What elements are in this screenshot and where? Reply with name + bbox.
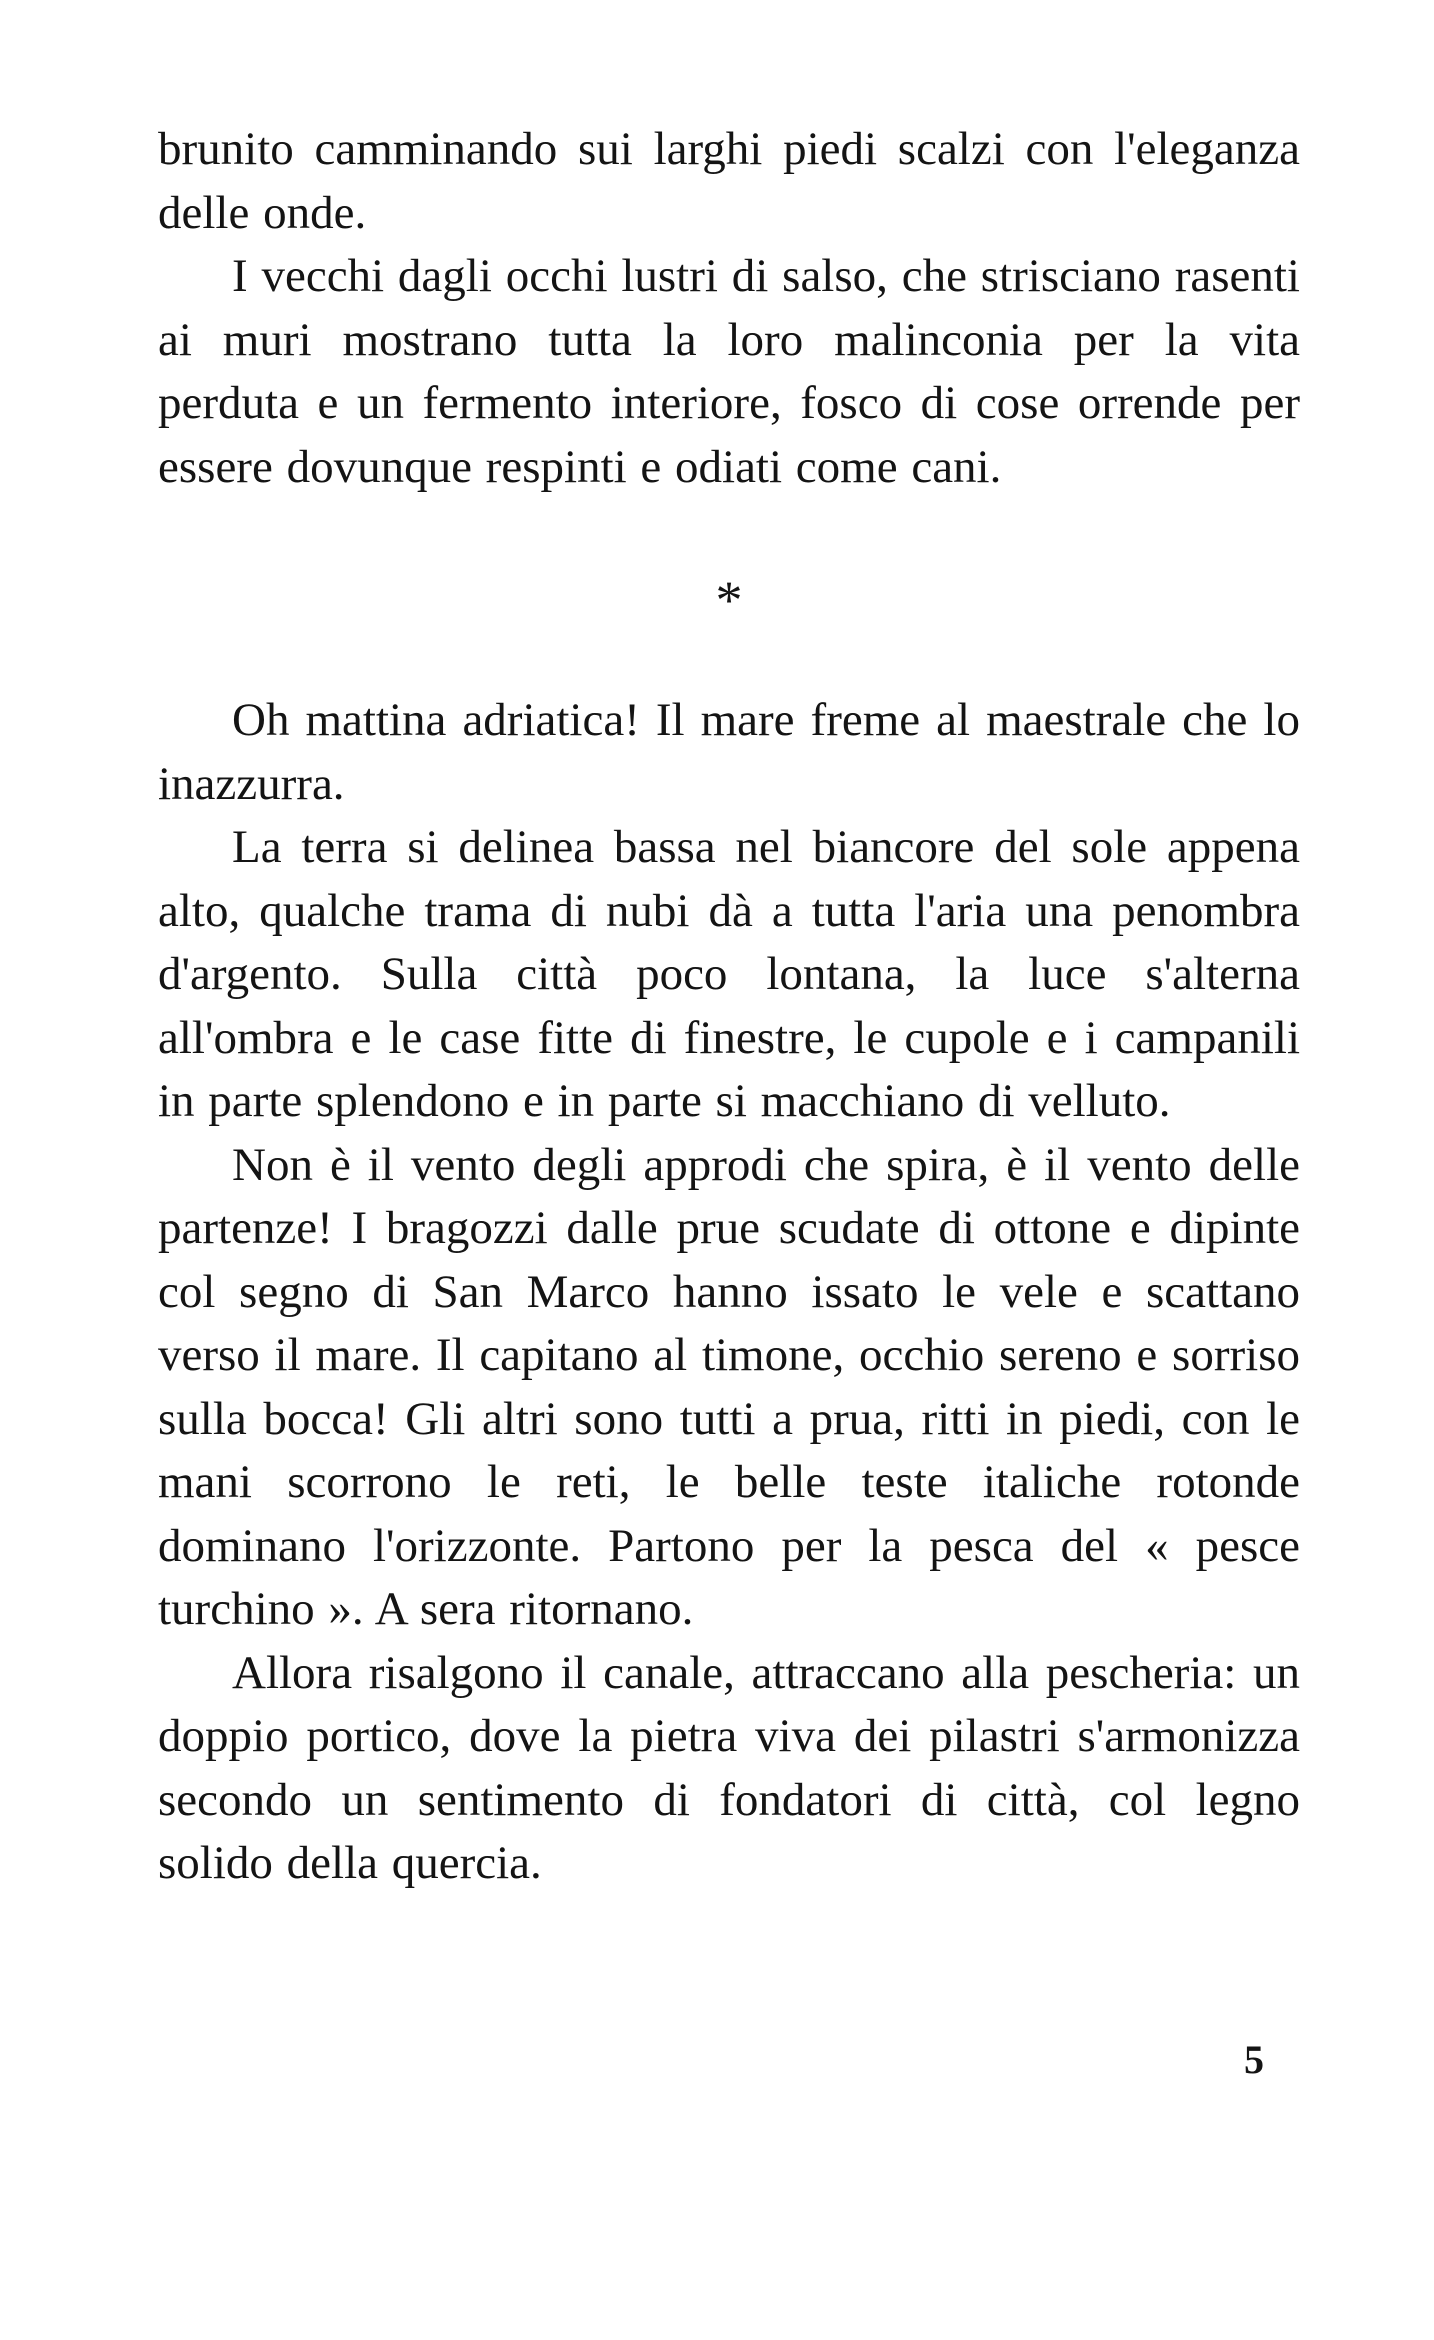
paragraph-land: La terra si delinea bassa nel biancore del sole appena alto, qualche trama di nubi dà a tutta l'aria una penombra d'argento. Sulla città poco lontana, la luce s'alterna all'ombra e le case fitte di finestre, le cupole e i campanili in parte splendono e in parte si macchiano di velluto. [158, 821, 1300, 1127]
paragraph-continuation: brunito camminando sui larghi piedi scalzi con l'eleganza delle onde. [158, 123, 1300, 239]
body-text [158, 118, 1300, 1896]
paragraph-old-men: I vecchi dagli occhi lustri di salso, che strisciano rasenti ai muri mostrano tutta la loro malinconia per la vita perduta e un fermento interiore, fosco di cose orrende per essere dovunque respinti e odiati come cani. [158, 250, 1300, 493]
page-number: 5 [1244, 2037, 1264, 2082]
paragraph-adriatic-morning: Oh mattina adriatica! Il mare freme al maestrale che lo inazzurra. [158, 694, 1300, 810]
paragraph-wind: Non è il vento degli approdi che spira, è il vento delle partenze! I bragozzi dalle prue scudate di ottone e dipinte col segno di San Marco hanno issato le vele e scattano verso il mare. Il capitano al timone, occhio sereno e sorriso sulla bocca! Gli altri sono tutti a prua, ritti in piedi, con le mani scorrono le reti, le belle teste italiche rotonde dominano l'orizzonte. Partono per la pesca del « pesce turchino ». A sera ritornano. [158, 1138, 1300, 1635]
paragraph-fish-market: Allora risalgono il canale, attraccano alla pescheria: un doppio portico, dove la pietra viva dei pilastri s'armonizza secondo un sentimento di fondatori di città, col legno solido della quercia. [158, 1646, 1300, 1889]
section-separator: * [715, 570, 743, 630]
